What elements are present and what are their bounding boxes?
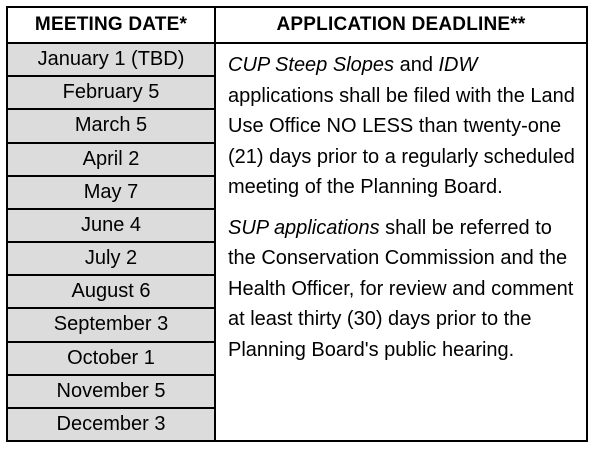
- meeting-date-cell: December 3: [8, 409, 214, 440]
- meeting-schedule-table: [6, 6, 588, 442]
- meeting-date-cell: March 5: [8, 110, 214, 143]
- meeting-date-cell: July 2: [8, 243, 214, 276]
- meeting-date-cell: May 7: [8, 177, 214, 210]
- application-deadline-header: APPLICATION DEADLINE**: [216, 8, 586, 44]
- meeting-date-list: [8, 44, 214, 440]
- meeting-date-cell: August 6: [8, 276, 214, 309]
- cup-idw-paragraph: CUP Steep Slopes and IDW applications shall be filed with the Land Use Office NO LESS than twenty-one (21) days prior to a regularly scheduled meeting of the Planning Board.: [228, 54, 575, 198]
- sup-applications-term: SUP applications: [228, 216, 380, 239]
- meeting-date-cell: June 4: [8, 210, 214, 243]
- meeting-date-cell: October 1: [8, 343, 214, 376]
- application-deadline-column: [216, 8, 586, 440]
- meeting-date-header: MEETING DATE*: [8, 8, 214, 44]
- cup-steep-slopes-term: CUP Steep Slopes: [228, 54, 395, 76]
- meeting-date-column: [8, 8, 216, 440]
- application-deadline-text: [216, 44, 586, 440]
- meeting-date-cell: January 1 (TBD): [8, 44, 214, 77]
- meeting-date-cell: November 5: [8, 376, 214, 409]
- meeting-date-cell: February 5: [8, 77, 214, 110]
- meeting-date-cell: April 2: [8, 144, 214, 177]
- meeting-date-cell: September 3: [8, 309, 214, 342]
- sup-paragraph: SUP applications shall be referred to the Conservation Commission and the Health Officer, for review and comment at least thirty (30) days prior to the Planning Board's public hearing.: [228, 216, 574, 361]
- idw-term: IDW: [438, 54, 478, 76]
